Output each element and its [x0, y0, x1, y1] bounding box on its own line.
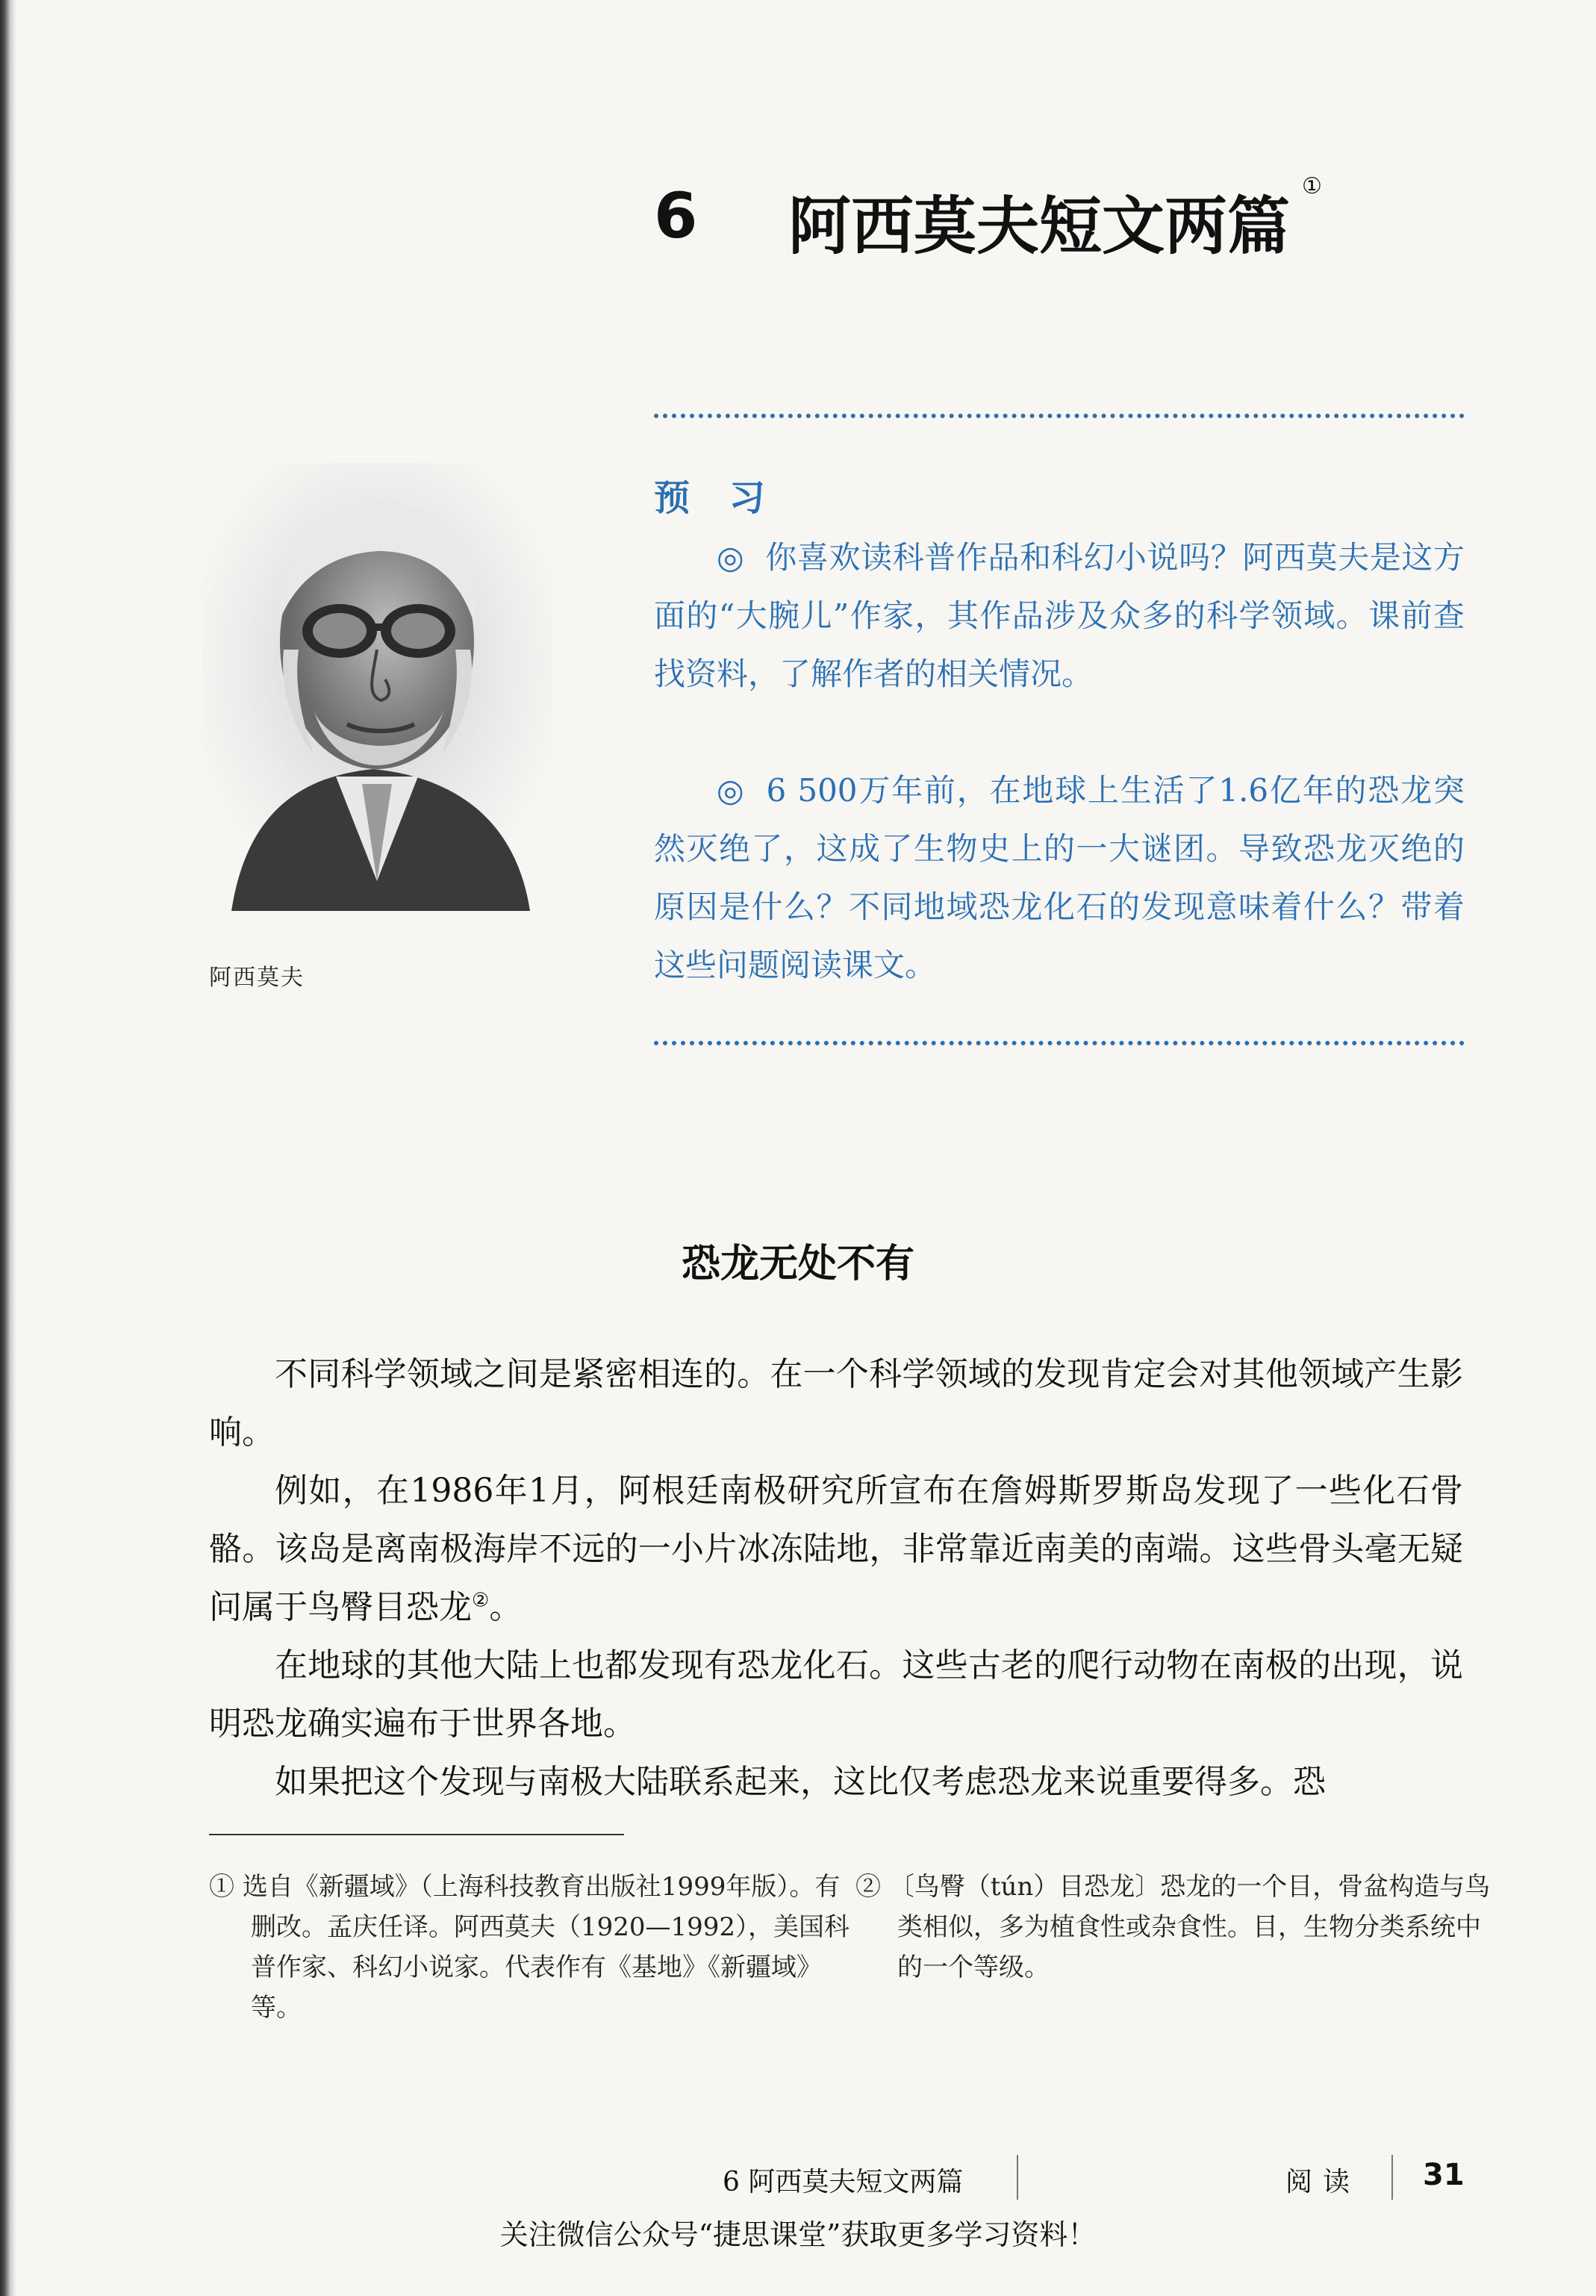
watermark-note: 关注微信公众号“捷思课堂”获取更多学习资料！	[499, 2218, 1097, 2251]
preview-item-text: 6 500万年前，在地球上生活了1.6亿年的恐龙突然灭绝了，这成了生物史上的一大谜团。导致恐龙灭绝的原因是什么？不同地域恐龙化石的发现意味着什么？带着这些问题阅读课文。	[654, 772, 1465, 983]
preview-item	[654, 529, 1465, 703]
footer-divider	[1391, 2155, 1393, 2200]
footnote-text: 〔鸟臀（tún）目恐龙〕恐龙的一个目，骨盆构造与鸟类相似，多为植食性或杂食性。目，生物分类系统中的一个等级。	[888, 1872, 1491, 1982]
title-footnote-mark: ①	[1302, 173, 1322, 199]
author-portrait-image	[202, 463, 552, 911]
bullet-icon: ◎	[717, 539, 745, 576]
footer-section-label: 阅读	[1285, 2167, 1361, 2197]
paragraph-ending: 。	[489, 1588, 523, 1626]
preview-bottom-divider	[654, 1041, 1465, 1045]
footer-divider	[1017, 2155, 1018, 2200]
body-paragraph: 在地球的其他大陆上也都发现有恐龙化石。这些古老的爬行动物在南极的出现，说明恐龙确实遍布于世界各地。	[209, 1646, 1463, 1743]
footnote-divider	[209, 1834, 624, 1835]
preview-item-text: 你喜欢读科普作品和科幻小说吗？阿西莫夫是这方面的“大腕儿”作家，其作品涉及众多的科学领域。课前查找资料，了解作者的相关情况。	[654, 539, 1465, 692]
preview-heading: 预 习	[654, 477, 779, 519]
lesson-number: 6	[654, 179, 698, 252]
footnote-mark: ②	[855, 1872, 881, 1902]
portrait-caption: 阿西莫夫	[209, 965, 305, 991]
preview-top-divider	[654, 414, 1465, 418]
footnote	[209, 1867, 855, 2028]
footnote-mark: ①	[209, 1872, 234, 1902]
body-paragraph-text: 例如，在1986年1月，阿根廷南极研究所宣布在詹姆斯罗斯岛发现了一些化石骨骼。该岛是离南极海岸不远的一小片冰冻陆地，非常靠近南美的南端。这些骨头毫无疑问属于鸟臀目恐龙	[209, 1472, 1463, 1626]
body-paragraph: 如果把这个发现与南极大陆联系起来，这比仅考虑恐龙来说重要得多。恐	[275, 1763, 1326, 1801]
scanned-page-edge	[0, 0, 16, 2296]
footnote-text: 选自《新疆域》（上海科技教育出版社1999年版）。有删改。孟庆任译。阿西莫夫（1920—1992），美国科普作家、科幻小说家。代表作有《基地》《新疆域》等。	[242, 1872, 850, 2023]
footnote	[855, 1867, 1505, 1988]
bullet-icon: ◎	[717, 772, 746, 809]
page-number: 31	[1423, 2158, 1465, 2192]
article-title: 恐龙无处不有	[681, 1242, 914, 1287]
body-paragraph	[209, 1462, 1463, 1637]
body-paragraph: 不同科学领域之间是紧密相连的。在一个科学领域的发现肯定会对其他领域产生影响。	[209, 1355, 1463, 1452]
footer-lesson-label: 6 阿西莫夫短文两篇	[723, 2167, 964, 2197]
lesson-title: 阿西莫夫短文两篇	[788, 190, 1291, 263]
article-body	[209, 1345, 1463, 1811]
footnote-mark: ②	[472, 1589, 490, 1612]
preview-item	[654, 762, 1465, 995]
